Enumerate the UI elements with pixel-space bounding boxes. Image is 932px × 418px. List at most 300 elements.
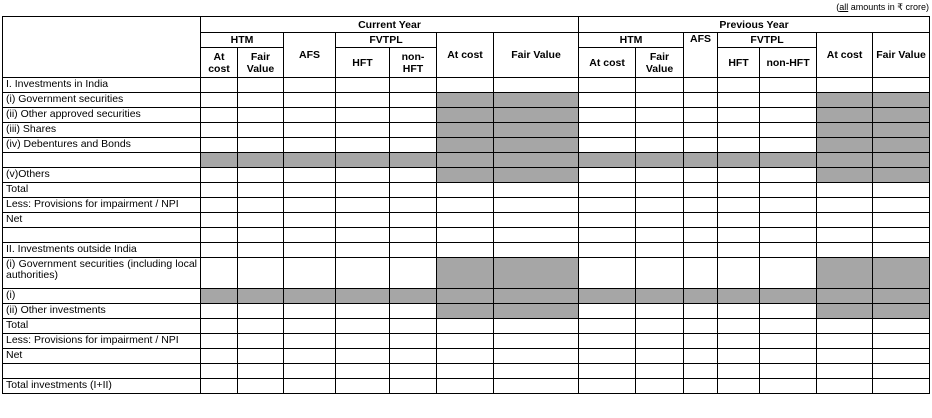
- table-cell: [760, 183, 817, 198]
- row-label: (i): [3, 289, 201, 304]
- table-cell: [718, 304, 760, 319]
- row-label: Total: [3, 319, 201, 334]
- table-cell: [636, 123, 684, 138]
- table-cell: [437, 243, 494, 258]
- table-cell: [238, 228, 284, 243]
- row-label: (iv) Debentures and Bonds: [3, 138, 201, 153]
- table-cell: [718, 258, 760, 289]
- table-cell: [636, 168, 684, 183]
- table-cell: [284, 243, 336, 258]
- table-cell: [494, 198, 579, 213]
- table-cell: [684, 228, 718, 243]
- table-cell: [390, 379, 437, 394]
- table-cell: [201, 198, 238, 213]
- table-cell: [336, 168, 390, 183]
- table-cell: [760, 78, 817, 93]
- table-cell: [336, 258, 390, 289]
- table-cell: [390, 289, 437, 304]
- table-cell: [437, 93, 494, 108]
- table-cell: [684, 258, 718, 289]
- table-cell: [684, 108, 718, 123]
- row-label: [3, 228, 201, 243]
- table-cell: [238, 123, 284, 138]
- table-cell: [873, 319, 930, 334]
- row-label: Less: Provisions for impairment / NPI: [3, 334, 201, 349]
- table-cell: [494, 78, 579, 93]
- row-label: Total: [3, 183, 201, 198]
- table-cell: [817, 93, 873, 108]
- table-cell: [760, 349, 817, 364]
- table-cell: [284, 349, 336, 364]
- table-row: [3, 379, 930, 394]
- table-cell: [336, 243, 390, 258]
- table-cell: [684, 289, 718, 304]
- py-fair-value-header: Fair Value: [873, 33, 930, 78]
- table-cell: [817, 304, 873, 319]
- table-cell: [437, 304, 494, 319]
- table-row: [3, 123, 930, 138]
- table-cell: [817, 183, 873, 198]
- table-cell: [494, 379, 579, 394]
- table-cell: [760, 198, 817, 213]
- table-cell: [817, 349, 873, 364]
- table-cell: [336, 349, 390, 364]
- table-cell: [817, 168, 873, 183]
- table-cell: [390, 153, 437, 168]
- row-label: (ii) Other investments: [3, 304, 201, 319]
- table-cell: [238, 319, 284, 334]
- table-cell: [238, 289, 284, 304]
- table-cell: [636, 93, 684, 108]
- table-cell: [636, 289, 684, 304]
- table-cell: [636, 213, 684, 228]
- table-cell: [817, 123, 873, 138]
- table-cell: [336, 198, 390, 213]
- table-cell: [336, 138, 390, 153]
- cy-fvtpl-header: FVTPL: [336, 33, 437, 48]
- table-cell: [336, 334, 390, 349]
- table-cell: [437, 289, 494, 304]
- table-cell: [238, 183, 284, 198]
- table-cell: [760, 379, 817, 394]
- table-cell: [201, 379, 238, 394]
- cy-htm-at-cost-header: At cost: [201, 48, 238, 78]
- investments-table: [2, 16, 930, 394]
- table-cell: [284, 304, 336, 319]
- table-cell: [873, 108, 930, 123]
- table-cell: [718, 78, 760, 93]
- table-cell: [390, 168, 437, 183]
- table-cell: [684, 349, 718, 364]
- table-cell: [437, 349, 494, 364]
- table-cell: [437, 334, 494, 349]
- table-cell: [684, 153, 718, 168]
- table-cell: [201, 93, 238, 108]
- note-open: (: [836, 2, 840, 12]
- table-cell: [284, 258, 336, 289]
- py-afs-header: AFS: [684, 33, 718, 78]
- table-cell: [873, 78, 930, 93]
- table-cell: [684, 93, 718, 108]
- table-cell: [390, 198, 437, 213]
- table-cell: [684, 123, 718, 138]
- table-cell: [579, 228, 636, 243]
- table-cell: [201, 183, 238, 198]
- table-cell: [390, 138, 437, 153]
- table-row: [3, 93, 930, 108]
- table-cell: [579, 379, 636, 394]
- row-label: Net: [3, 213, 201, 228]
- table-cell: [494, 153, 579, 168]
- table-cell: [760, 258, 817, 289]
- table-cell: [579, 364, 636, 379]
- table-cell: [238, 379, 284, 394]
- table-cell: [873, 334, 930, 349]
- table-cell: [437, 228, 494, 243]
- note-rest: amounts in ₹ crore): [848, 2, 929, 12]
- table-cell: [284, 334, 336, 349]
- table-cell: [684, 213, 718, 228]
- table-cell: [201, 258, 238, 289]
- table-cell: [390, 108, 437, 123]
- table-cell: [336, 153, 390, 168]
- table-cell: [636, 108, 684, 123]
- table-cell: [336, 108, 390, 123]
- table-cell: [284, 289, 336, 304]
- table-cell: [873, 228, 930, 243]
- table-cell: [437, 258, 494, 289]
- table-cell: [437, 198, 494, 213]
- table-cell: [873, 379, 930, 394]
- table-row: [3, 258, 930, 289]
- table-cell: [336, 228, 390, 243]
- table-cell: [201, 78, 238, 93]
- table-cell: [201, 213, 238, 228]
- row-label: (v)Others: [3, 168, 201, 183]
- table-cell: [390, 93, 437, 108]
- table-header: [3, 17, 930, 78]
- table-row: [3, 183, 930, 198]
- table-cell: [718, 289, 760, 304]
- table-cell: [390, 123, 437, 138]
- py-htm-fair-value-header: Fair Value: [636, 48, 684, 78]
- table-cell: [760, 334, 817, 349]
- table-cell: [238, 93, 284, 108]
- table-cell: [579, 168, 636, 183]
- row-label: (i) Government securities (including local authorities): [3, 258, 201, 289]
- table-row: [3, 138, 930, 153]
- row-label: I. Investments in India: [3, 78, 201, 93]
- previous-year-header: Previous Year: [579, 17, 930, 33]
- table-cell: [636, 183, 684, 198]
- table-cell: [684, 78, 718, 93]
- table-cell: [390, 78, 437, 93]
- table-cell: [284, 153, 336, 168]
- table-row: [3, 304, 930, 319]
- table-cell: [336, 364, 390, 379]
- table-cell: [437, 108, 494, 123]
- table-cell: [873, 243, 930, 258]
- table-cell: [284, 364, 336, 379]
- table-row: [3, 319, 930, 334]
- cy-at-cost-header: At cost: [437, 33, 494, 78]
- table-cell: [718, 198, 760, 213]
- table-cell: [718, 138, 760, 153]
- table-cell: [817, 78, 873, 93]
- table-cell: [238, 108, 284, 123]
- table-cell: [873, 349, 930, 364]
- table-row: [3, 289, 930, 304]
- table-cell: [201, 334, 238, 349]
- table-cell: [284, 168, 336, 183]
- table-cell: [494, 138, 579, 153]
- table-cell: [284, 319, 336, 334]
- row-label: Total investments (I+II): [3, 379, 201, 394]
- table-row: [3, 243, 930, 258]
- table-cell: [873, 213, 930, 228]
- table-cell: [684, 304, 718, 319]
- table-cell: [201, 168, 238, 183]
- table-row: [3, 78, 930, 93]
- table-cell: [284, 93, 336, 108]
- table-cell: [201, 153, 238, 168]
- table-cell: [390, 319, 437, 334]
- table-cell: [579, 289, 636, 304]
- table-cell: [873, 168, 930, 183]
- table-cell: [684, 379, 718, 394]
- table-cell: [579, 258, 636, 289]
- table-cell: [760, 213, 817, 228]
- table-cell: [718, 168, 760, 183]
- table-cell: [817, 364, 873, 379]
- table-cell: [760, 153, 817, 168]
- table-cell: [873, 364, 930, 379]
- table-cell: [873, 304, 930, 319]
- py-fvtpl-header: FVTPL: [718, 33, 817, 48]
- table-cell: [284, 123, 336, 138]
- table-cell: [284, 379, 336, 394]
- row-label: (i) Government securities: [3, 93, 201, 108]
- table-cell: [201, 304, 238, 319]
- table-cell: [390, 334, 437, 349]
- table-cell: [390, 228, 437, 243]
- table-cell: [579, 108, 636, 123]
- table-cell: [284, 213, 336, 228]
- table-cell: [760, 319, 817, 334]
- table-cell: [636, 304, 684, 319]
- table-cell: [494, 108, 579, 123]
- table-cell: [390, 304, 437, 319]
- table-cell: [579, 349, 636, 364]
- table-cell: [494, 364, 579, 379]
- table-cell: [684, 364, 718, 379]
- table-cell: [284, 183, 336, 198]
- table-row: [3, 168, 930, 183]
- current-year-header: Current Year: [201, 17, 579, 33]
- table-cell: [579, 123, 636, 138]
- table-cell: [284, 198, 336, 213]
- table-cell: [437, 168, 494, 183]
- table-cell: [636, 379, 684, 394]
- table-cell: [817, 258, 873, 289]
- table-cell: [873, 138, 930, 153]
- table-cell: [494, 168, 579, 183]
- table-cell: [718, 213, 760, 228]
- table-cell: [684, 168, 718, 183]
- table-cell: [284, 108, 336, 123]
- table-cell: [718, 228, 760, 243]
- table-cell: [284, 228, 336, 243]
- table-cell: [201, 319, 238, 334]
- table-cell: [817, 213, 873, 228]
- table-cell: [636, 198, 684, 213]
- table-cell: [494, 349, 579, 364]
- table-row: [3, 334, 930, 349]
- table-cell: [390, 183, 437, 198]
- table-cell: [201, 289, 238, 304]
- table-cell: [238, 258, 284, 289]
- table-cell: [494, 304, 579, 319]
- table-cell: [336, 123, 390, 138]
- table-cell: [437, 123, 494, 138]
- table-cell: [718, 349, 760, 364]
- table-cell: [817, 289, 873, 304]
- table-cell: [873, 123, 930, 138]
- table-cell: [494, 334, 579, 349]
- table-cell: [817, 108, 873, 123]
- table-row: [3, 108, 930, 123]
- cy-htm-fair-value-header: Fair Value: [238, 48, 284, 78]
- table-cell: [494, 183, 579, 198]
- table-cell: [636, 349, 684, 364]
- table-cell: [494, 93, 579, 108]
- table-cell: [817, 153, 873, 168]
- label-header-cell: [3, 17, 201, 78]
- table-cell: [684, 138, 718, 153]
- table-cell: [636, 364, 684, 379]
- table-cell: [390, 213, 437, 228]
- table-cell: [760, 108, 817, 123]
- table-cell: [760, 93, 817, 108]
- table-body: [3, 78, 930, 394]
- table-cell: [437, 364, 494, 379]
- table-cell: [817, 334, 873, 349]
- table-cell: [238, 349, 284, 364]
- table-row: [3, 228, 930, 243]
- table-cell: [718, 379, 760, 394]
- table-row: [3, 349, 930, 364]
- table-cell: [437, 183, 494, 198]
- table-cell: [390, 243, 437, 258]
- table-cell: [817, 198, 873, 213]
- table-cell: [238, 78, 284, 93]
- table-cell: [238, 213, 284, 228]
- table-cell: [817, 138, 873, 153]
- table-cell: [579, 93, 636, 108]
- table-cell: [336, 183, 390, 198]
- table-cell: [437, 153, 494, 168]
- table-cell: [238, 198, 284, 213]
- table-cell: [494, 123, 579, 138]
- py-htm-at-cost-header: At cost: [579, 48, 636, 78]
- table-cell: [201, 123, 238, 138]
- amounts-note: [836, 2, 929, 12]
- table-cell: [873, 93, 930, 108]
- table-row: [3, 213, 930, 228]
- row-label: (iii) Shares: [3, 123, 201, 138]
- table-cell: [684, 183, 718, 198]
- table-cell: [201, 138, 238, 153]
- table-cell: [437, 319, 494, 334]
- table-cell: [718, 123, 760, 138]
- table-cell: [238, 304, 284, 319]
- table-cell: [437, 78, 494, 93]
- table-cell: [636, 153, 684, 168]
- cy-non-hft-header: non-HFT: [390, 48, 437, 78]
- table-cell: [579, 183, 636, 198]
- table-cell: [636, 138, 684, 153]
- table-cell: [636, 228, 684, 243]
- table-cell: [718, 108, 760, 123]
- table-cell: [760, 289, 817, 304]
- table-cell: [494, 289, 579, 304]
- table-cell: [579, 334, 636, 349]
- table-cell: [336, 379, 390, 394]
- table-cell: [201, 364, 238, 379]
- table-cell: [494, 213, 579, 228]
- row-label: (ii) Other approved securities: [3, 108, 201, 123]
- table-cell: [201, 243, 238, 258]
- table-cell: [437, 138, 494, 153]
- table-cell: [336, 93, 390, 108]
- table-cell: [437, 379, 494, 394]
- table-cell: [579, 138, 636, 153]
- table-cell: [201, 108, 238, 123]
- py-hft-header: HFT: [718, 48, 760, 78]
- table-cell: [336, 304, 390, 319]
- table-cell: [579, 153, 636, 168]
- table-cell: [636, 78, 684, 93]
- table-cell: [579, 243, 636, 258]
- table-row: [3, 198, 930, 213]
- table-cell: [718, 153, 760, 168]
- table-cell: [760, 304, 817, 319]
- table-cell: [336, 213, 390, 228]
- table-cell: [873, 258, 930, 289]
- table-cell: [579, 213, 636, 228]
- row-label: Net: [3, 349, 201, 364]
- table-cell: [238, 334, 284, 349]
- cy-htm-header: HTM: [201, 33, 284, 48]
- table-cell: [760, 243, 817, 258]
- table-cell: [284, 78, 336, 93]
- table-cell: [760, 168, 817, 183]
- py-at-cost-header: At cost: [817, 33, 873, 78]
- table-cell: [873, 289, 930, 304]
- table-cell: [238, 138, 284, 153]
- table-cell: [494, 258, 579, 289]
- note-link[interactable]: all: [839, 2, 849, 12]
- table-cell: [684, 198, 718, 213]
- py-htm-header: HTM: [579, 33, 684, 48]
- row-label: [3, 364, 201, 379]
- table-cell: [579, 304, 636, 319]
- table-cell: [336, 289, 390, 304]
- table-cell: [390, 258, 437, 289]
- table-cell: [636, 258, 684, 289]
- table-cell: [336, 319, 390, 334]
- table-cell: [579, 319, 636, 334]
